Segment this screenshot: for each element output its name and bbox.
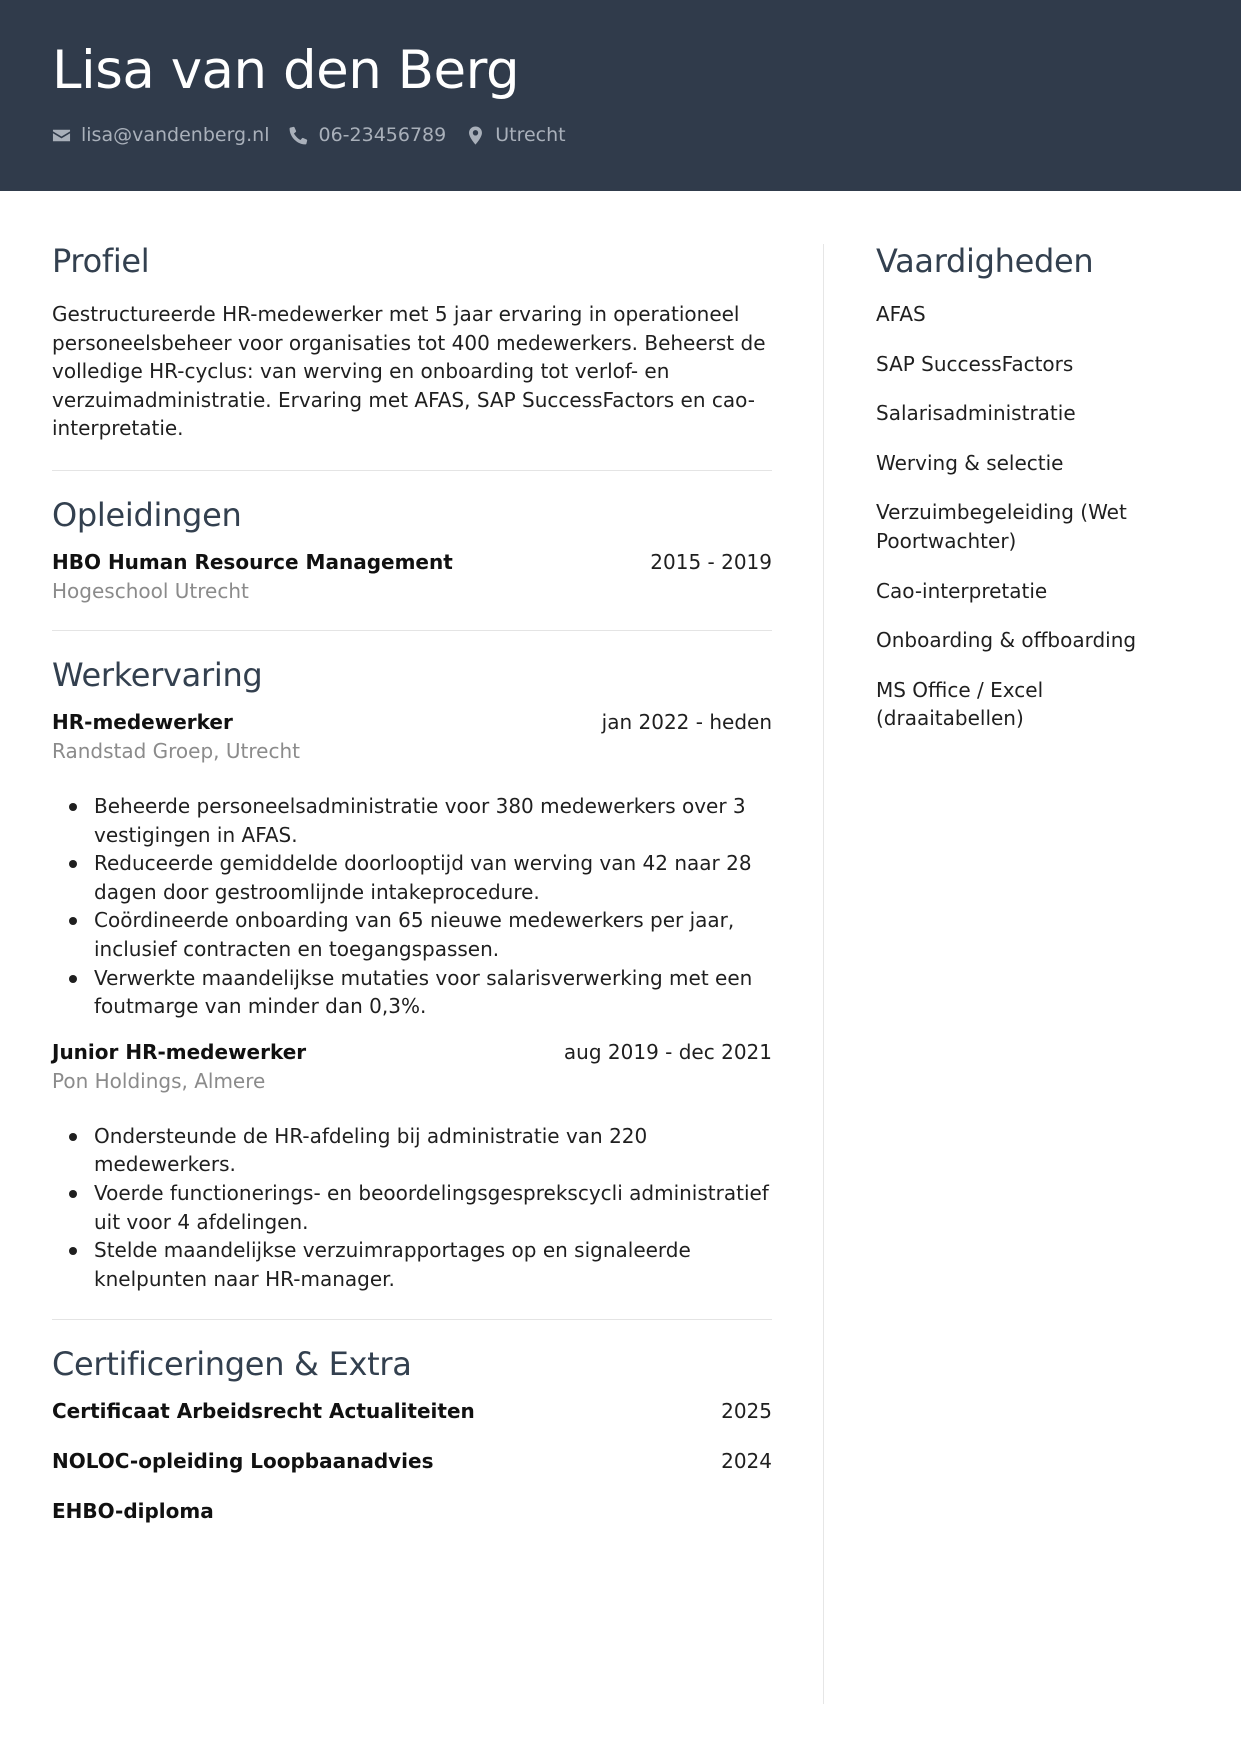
experience-title: Werkervaring [52,655,263,694]
job-bullets [52,792,772,1021]
job-company: Pon Holdings, Almere [52,1068,266,1093]
certification-item [52,1447,772,1475]
map-pin-icon [466,126,485,145]
profile-title: Profiel [52,242,150,280]
list-item: Voerde functionerings- en beoordelingsgesprekscycli administratief uit voor 4 afdelingen. [52,1179,772,1236]
section-divider [52,1319,772,1320]
experience-section [52,655,772,1293]
contact-phone[interactable] [289,124,446,146]
list-item: Coördineerde onboarding van 65 nieuwe medewerkers per jaar, inclusief contracten en toegangspassen. [52,906,772,963]
main-column [52,241,772,1525]
job-dates: aug 2019 - dec 2021 [563,1039,772,1064]
phone-icon [289,126,308,145]
contact-bar [52,124,586,146]
skill-item: Cao-interpretatie [876,578,1048,603]
candidate-name: Lisa van den Berg [52,40,520,101]
certification-item [52,1397,772,1425]
job-bullets [52,1122,772,1294]
contact-location [466,124,565,146]
education-item [52,548,772,606]
skill-item: Verzuimbegeleiding (Wet Poortwachter) [876,500,1127,553]
header [0,0,1241,191]
certification-name: EHBO-diploma [52,1499,214,1524]
skill-item: AFAS [876,302,926,326]
section-divider [52,470,772,471]
education-section [52,495,772,606]
list-item: Verwerkte maandelijkse mutaties voor salarisverwerking met een foutmarge van minder dan 0,3%. [52,964,772,1021]
skills-list [876,300,1186,733]
certification-name: NOLOC-opleiding Loopbaanadvies [52,1449,434,1474]
contact-email[interactable] [52,124,269,146]
skill-item: MS Office / Excel (draaitabellen) [876,677,1044,731]
education-title: Opleidingen [52,495,242,534]
job-dates: jan 2022 - heden [601,709,772,734]
job-entry [52,708,772,1021]
education-school: Hogeschool Utrecht [52,578,249,603]
profile-text: Gestructureerde HR-medewerker met 5 jaar ervaring in operationeel personeelsbeheer voor organisaties tot 400 medewerkers. Beheerst de volledige HR-cyclus: van werving en onboarding tot verlof- en verzuimadministratie. Ervaring met AFAS, SAP SuccessFactors en cao-interpretatie. [52,302,766,441]
job-role: HR-medewerker [52,709,233,734]
skills-title: Vaardigheden [876,242,1094,280]
list-item: Beheerde personeelsadministratie voor 380 medewerkers over 3 vestigingen in AFAS. [52,792,772,849]
contact-email-text: lisa@vandenberg.nl [81,124,270,146]
certification-year: 2024 [721,1449,772,1474]
certifications-section [52,1344,772,1525]
skill-item: Werving & selectie [876,450,1064,475]
job-entry [52,1038,772,1294]
envelope-icon [52,126,71,145]
certifications-title: Certificeringen & Extra [52,1345,412,1384]
job-company: Randstad Groep, Utrecht [52,738,300,763]
skill-item: Onboarding & offboarding [876,628,1137,653]
certification-item [52,1497,772,1525]
list-item: Stelde maandelijkse verzuimrapportages op en signaleerde knelpunten naar HR-manager. [52,1236,772,1293]
education-degree: HBO Human Resource Management [52,549,453,574]
job-role: Junior HR-medewerker [52,1039,307,1064]
contact-phone-text: 06-23456789 [318,124,447,146]
profile-section [52,241,772,443]
contact-location-text: Utrecht [495,124,566,146]
certification-name: Certificaat Arbeidsrecht Actualiteiten [52,1399,475,1424]
education-dates: 2015 - 2019 [650,549,772,574]
section-divider [52,630,772,631]
sidebar [876,241,1186,754]
list-item: Ondersteunde de HR-afdeling bij administratie van 220 medewerkers. [52,1122,772,1179]
skill-item: SAP SuccessFactors [876,351,1074,376]
column-divider [823,244,824,1704]
skill-item: Salarisadministratie [876,401,1076,426]
list-item: Reduceerde gemiddelde doorlooptijd van werving van 42 naar 28 dagen door gestroomlijnde intakeprocedure. [52,849,772,906]
certification-year: 2025 [721,1399,772,1424]
